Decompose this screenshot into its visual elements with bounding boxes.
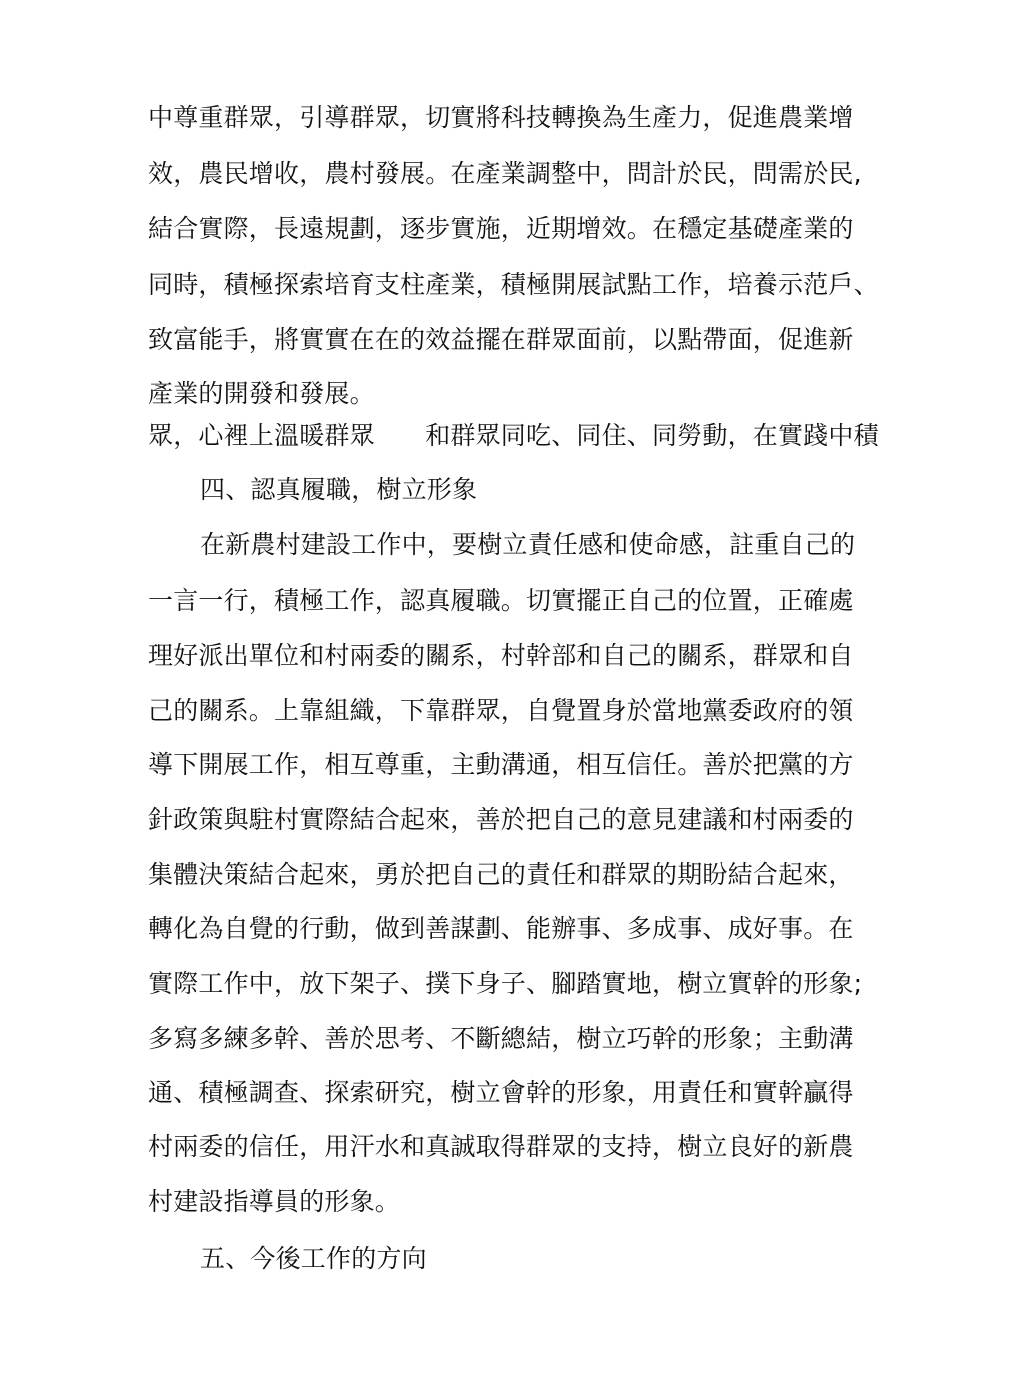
text-line: 轉化為自覺的行動，做到善謀劃、能辦事、多成事、成好事。在 xyxy=(148,914,854,943)
text-line: 理好派出單位和村兩委的關系，村幹部和自己的關系，群眾和自 xyxy=(148,641,854,670)
text-line: 針政策與駐村實際結合起來，善於把自己的意見建議和村兩委的 xyxy=(148,805,854,834)
text-line: 中尊重群眾，引導群眾，切實將科技轉換為生產力，促進農業增 xyxy=(148,103,854,132)
text-line: 同時，積極探索培育支柱產業，積極開展試點工作，培養示范戶、 xyxy=(148,270,879,299)
section-heading: 五、今後工作的方向 xyxy=(200,1244,427,1273)
text-line: 導下開展工作，相互尊重，主動溝通，相互信任。善於把黨的方 xyxy=(148,750,854,779)
text-line: 效，農民增收，農村發展。在產業調整中，問計於民，問需於民, xyxy=(148,159,862,188)
text-line: 實際工作中，放下架子、撲下身子、腳踏實地，樹立實幹的形象; xyxy=(148,969,863,998)
text-line: 產業的開發和發展。 xyxy=(148,379,375,408)
text-line: 致富能手，將實實在在的效益擺在群眾面前，以點帶面，促進新 xyxy=(148,325,854,354)
text-line: 通、積極調查、探索研究，樹立會幹的形象，用責任和實幹贏得 xyxy=(148,1078,854,1107)
text-line: 一言一行，積極工作，認真履職。切實擺正自己的位置，正確處 xyxy=(148,586,854,615)
text-line: 村建設指導員的形象。 xyxy=(148,1187,401,1216)
text-line: 村兩委的信任，用汗水和真誠取得群眾的支持，樹立良好的新農 xyxy=(148,1132,854,1161)
section-heading: 四、認真履職，樹立形象 xyxy=(200,475,478,504)
text-line: 結合實際，長遠規劃，逐步實施，近期增效。在穩定基礎產業的 xyxy=(148,214,854,243)
text-line: 己的關系。上靠組織，下靠群眾，自覺置身於當地黨委政府的領 xyxy=(148,696,854,725)
paragraph-first-line: 在新農村建設工作中，要樹立責任感和使命感，註重自己的 xyxy=(200,530,856,559)
text-line: 多寫多練多幹、善於思考、不斷總結，樹立巧幹的形象；主動溝 xyxy=(148,1024,854,1053)
text-line: 眾，心裡上溫暖群眾 和群眾同吃、同住、同勞動，在實踐中積 xyxy=(148,421,879,450)
text-line: 集體決策結合起來，勇於把自己的責任和群眾的期盼結合起來， xyxy=(148,860,854,889)
